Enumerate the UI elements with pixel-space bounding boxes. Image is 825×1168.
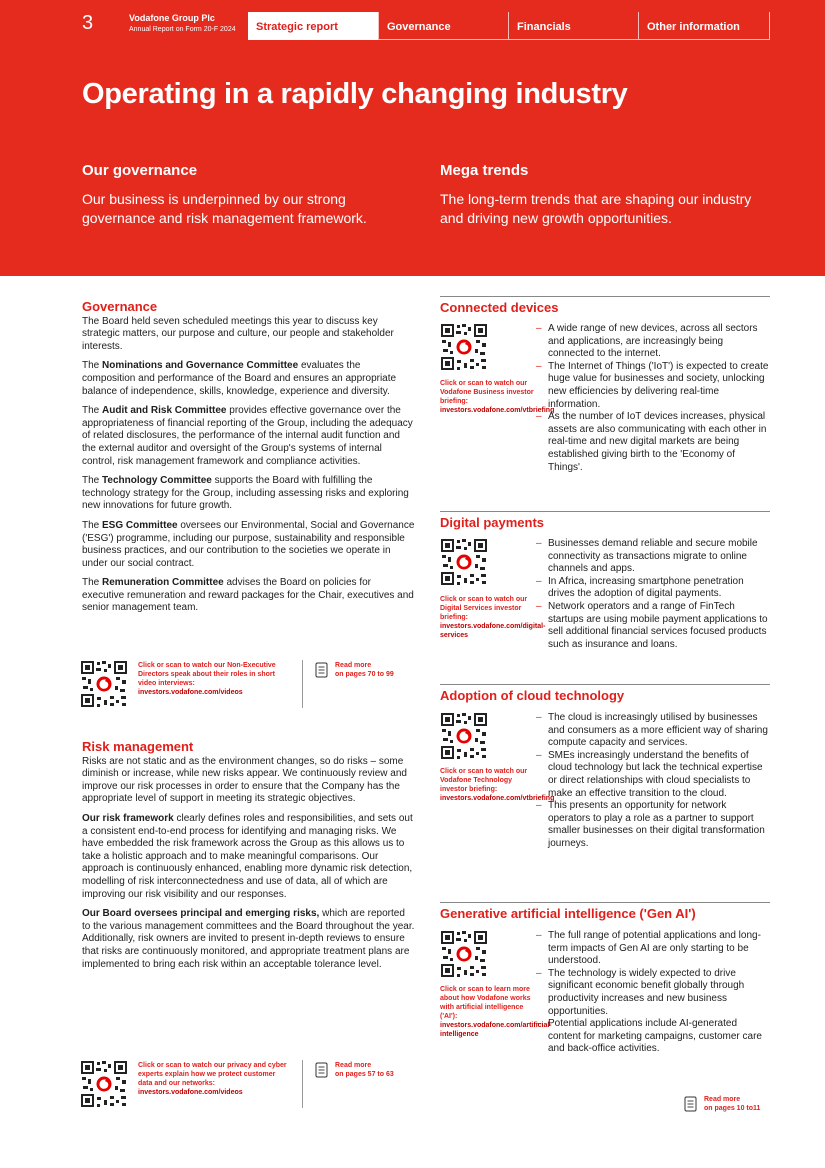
committee-text: provides effective governance over the appropriateness of financial reporting of the Group, including the adequacy of related disclosures, the performance of the internal audit function and the external auditor and oversight of the Group's systems of internal control, risk management framework and compliance activities. — [82, 405, 413, 467]
qr-code-icon[interactable] — [80, 660, 128, 708]
trend-qr-caption[interactable]: Click or scan to watch our Vodafone Business investor briefing: investors.vodafone.com/vtbriefing — [440, 380, 555, 414]
trend-heading-cloud: Adoption of cloud technology — [440, 684, 770, 703]
trend-qr-caption[interactable]: Click or scan to watch our Digital Services investor briefing: investors.vodafone.com/digital-services — [440, 596, 546, 639]
trend-bullets-gen-ai — [536, 930, 771, 1056]
risk-board-paragraph: Our Board oversees principal and emerging risks, which are reported to the various management committees and the Board throughout the year. Additionally, risk owners are invited to present in-depth reviews to ensure that risks are continuously monitored, and appropriate treatment plans are implemented to bring each risk within an acceptable tolerance level. — [82, 908, 415, 970]
document-icon — [315, 662, 329, 678]
trend-bullets-cloud — [536, 712, 771, 851]
mega-trends-hero-text: The long-term trends that are shaping our industry and driving new growth opportunities. — [440, 191, 752, 226]
qr-code-icon[interactable] — [440, 930, 488, 978]
qr-code-icon[interactable] — [440, 712, 488, 760]
risk-read-more[interactable]: Read more on pages 57 to 63 — [302, 1060, 315, 1108]
committee-name: Nominations and Governance Committee — [102, 360, 299, 372]
governance-heading: Governance — [82, 299, 158, 314]
qr-code-icon[interactable] — [440, 323, 488, 371]
list-item: – A wide range of new devices, across all sectors and applications, are increasingly being connected to the internet. — [536, 323, 771, 361]
committee-text: oversees our Environmental, Social and Governance ('ESG') programme, including our purpose, sustainability and responsible business practices, and our contribution to the societies we operate in under our social contract. — [82, 519, 415, 569]
trend-qr-link[interactable]: investors.vodafone.com/digital-services — [440, 623, 546, 639]
committee-name: Remuneration Committee — [102, 577, 224, 589]
committee-text: supports the Board with fulfilling the technology strategy for the Group, including assessing risks and exploring new innovations for future growth. — [82, 475, 409, 512]
company-name — [129, 12, 236, 36]
tab-governance[interactable]: Governance — [378, 12, 508, 40]
committee-nominations: The Nominations and Governance Committee evaluates the composition and performance of the Board and ensures an appropriate balance of independence, skills, knowledge, experience and diversity. — [82, 360, 397, 397]
risk-intro: Risks are not static and as the environment changes, so do risks – some diminish or increase, while new risks appear. We continuously review and improve our risk processes in order to ensure that the Company has the appropriate level of support in meeting its strategic objectives. — [82, 755, 407, 805]
list-item: – As the number of IoT devices increases, physical assets are also communicating with each other in real-time and new digital markets are being established giving birth to the 'Economy of Things'. — [536, 411, 771, 474]
list-item: – Network operators and a range of FinTech startups are using mobile payment applications to sell additional financial services focused products such as insurance and loans. — [536, 601, 771, 651]
governance-hero-text: Our business is underpinned by our strong governance and risk management framework. — [82, 191, 367, 226]
trends-read-more[interactable]: Read more on pages 10 to11 — [672, 1094, 684, 1142]
list-item: – The technology is widely expected to drive significant economic benefit globally through productivity increases and new business opportunities. — [536, 968, 771, 1018]
trend-heading-connected-devices: Connected devices — [440, 296, 770, 315]
list-item: – SMEs increasingly understand the benefits of cloud technology but lack the technical expertise or direct relationships with cloud specialists to make an effective transition to the cloud. — [536, 750, 771, 800]
list-item: – The Internet of Things ('IoT') is expected to create huge value for businesses and society, unlocking new efficiencies by delivering real-time information. — [536, 361, 771, 411]
list-item: – The full range of potential applications and long-term impacts of Gen AI are only starting to be understood. — [536, 930, 771, 968]
committee-esg: The ESG Committee oversees our Environmental, Social and Governance ('ESG') programme, including our purpose, sustainability and responsible business practices, and our contribution to the societies we operate in under our social contract. — [82, 519, 415, 569]
list-item: – This presents an opportunity for network operators to play a role as a partner to support smaller businesses on their digital transformation journeys. — [536, 800, 771, 850]
trend-qr-link[interactable]: investors.vodafone.com/vtbriefing — [440, 407, 555, 414]
governance-section — [82, 301, 416, 622]
committee-technology: The Technology Committee supports the Board with fulfilling the technology strategy for the Group, including assessing risks and exploring new innovations for future growth. — [82, 475, 409, 512]
governance-hero-heading: Our governance — [82, 162, 198, 179]
governance-intro: The Board held seven scheduled meetings this year to discuss key strategic matters, our purpose and culture, our people and stakeholder interests. — [82, 315, 394, 352]
tab-other-information[interactable]: Other information — [638, 12, 770, 40]
tab-financials[interactable]: Financials — [508, 12, 638, 40]
risk-qr-caption[interactable]: Click or scan to watch our privacy and cyber experts explain how we protect customer data and our networks: investors.vodafone.com/videos — [138, 1062, 287, 1096]
governance-qr-caption[interactable]: Click or scan to watch our Non-Executive Directors speak about their roles in short video interviews: investors.vodafone.com/videos — [138, 662, 276, 696]
trend-heading-gen-ai: Generative artificial intelligence ('Gen AI') — [440, 902, 770, 921]
list-item: – The cloud is increasingly utilised by businesses and consumers as a more efficient way of sharing compute capacity and services. — [536, 712, 771, 750]
page-number: 3 — [82, 12, 94, 34]
list-item: – Businesses demand reliable and secure mobile connectivity as transactions migrate to online channels and apps. — [536, 538, 771, 576]
committee-text: advises the Board on policies for executive remuneration and reward packages for the Chair, executives and senior management team. — [82, 577, 414, 614]
qr-code-icon[interactable] — [80, 1060, 128, 1108]
risk-framework-paragraph: Our risk framework clearly defines roles and responsibilities, and sets out a consistent end-to-end process for identifying and managing risks. We have embedded the risk framework across the Group as this allows us to take a holistic approach and to make meaningful comparisons. Our approach is continuously enhanced, enabling more dynamic risk detection, modelling of risk interconnectedness and use of data, all of which are improving our risk visibility and our responses. — [82, 812, 413, 900]
committee-text: evaluates the composition and performance of the Board and ensures an appropriate balance of independence, skills, knowledge, experience and diversity. — [82, 360, 397, 397]
committee-audit-risk: The Audit and Risk Committee provides effective governance over the appropriateness of financial reporting of the Group, including the adequacy of related disclosures, the performance of the internal audit function and the external auditor and oversight of the Group's systems of internal control, risk management framework and compliance activities. — [82, 405, 413, 467]
committee-name: Technology Committee — [102, 475, 212, 487]
page-title: Operating in a rapidly changing industry — [82, 78, 628, 110]
document-icon — [684, 1096, 698, 1112]
committee-name: Audit and Risk Committee — [102, 405, 227, 417]
trend-qr-link[interactable]: investors.vodafone.com/artificial-intelligence — [440, 1022, 552, 1038]
trend-bullets-digital-payments — [536, 538, 771, 651]
committee-name: ESG Committee — [102, 519, 178, 531]
qr-code-icon[interactable] — [440, 538, 488, 586]
tab-strategic-report[interactable]: Strategic report — [248, 12, 378, 40]
governance-qr-link[interactable]: investors.vodafone.com/videos — [138, 689, 243, 696]
mega-trends-hero-heading: Mega trends — [440, 162, 529, 179]
governance-read-more[interactable]: Read more on pages 70 to 99 — [302, 660, 315, 708]
risk-qr-link[interactable]: investors.vodafone.com/videos — [138, 1089, 243, 1096]
risk-section — [82, 741, 416, 978]
trend-qr-caption[interactable]: Click or scan to watch our Vodafone Technology investor briefing: investors.vodafone.com/vtbriefing — [440, 768, 555, 802]
list-item: – Potential applications include AI-generated content for marketing campaigns, customer care and back-office activities. — [536, 1018, 771, 1056]
report-title: Annual Report on Form 20-F 2024 — [129, 26, 236, 33]
trend-bullets-connected-devices — [536, 323, 771, 474]
risk-heading: Risk management — [82, 739, 194, 754]
trend-qr-link[interactable]: investors.vodafone.com/vtbriefing — [440, 795, 555, 802]
company-title: Vodafone Group Plc — [129, 13, 215, 23]
list-item: – In Africa, increasing smartphone penetration drives the adoption of digital payments. — [536, 576, 771, 601]
hero-banner — [0, 0, 825, 276]
top-navigation — [0, 0, 825, 42]
committee-remuneration: The Remuneration Committee advises the Board on policies for executive remuneration and reward packages for the Chair, executives and senior management team. — [82, 577, 414, 614]
trend-heading-digital-payments: Digital payments — [440, 511, 770, 530]
document-icon — [315, 1062, 329, 1078]
trend-qr-caption[interactable]: Click or scan to learn more about how Vodafone works with artificial intelligence ('AI'): investors.vodafone.com/artificial-intelligence — [440, 986, 552, 1038]
